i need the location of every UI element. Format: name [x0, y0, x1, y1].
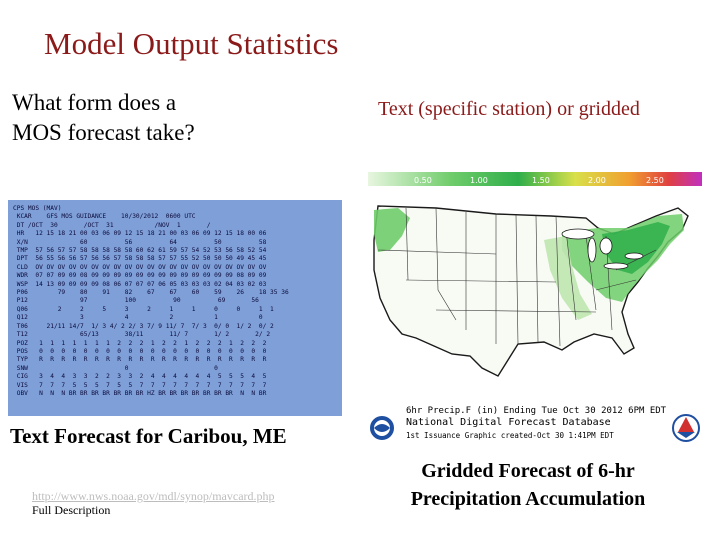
mos-text-line: T06 21/11 14/7 1/ 3 4/ 2 2/ 3 7/ 9 11/ 7 7/ 3 0/ 0 1/ 2 0/ 2 — [13, 322, 274, 330]
full-description-label: Full Description — [32, 503, 111, 517]
noaa-logo — [369, 415, 395, 441]
mos-text-line: CPS MOS (MAV) — [13, 205, 62, 212]
legend-tick: 2.50 — [646, 176, 664, 185]
nws-logo — [673, 415, 699, 441]
mos-text-line: TYP R R R R R R R R R R R R R R R R R R R R R — [13, 356, 267, 364]
mos-text-line: VIS 7 7 7 5 5 5 7 5 5 7 7 7 7 7 7 7 7 7 7 7 7 — [13, 381, 267, 389]
mos-text-line: CLD OV OV OV OV OV OV OV OV OV OV OV OV OV OV OV OV OV OV OV OV OV — [13, 263, 267, 271]
legend-tick: 1.00 — [470, 176, 488, 185]
answer-text: Text (specific station) or gridded — [378, 98, 640, 120]
left-caption: Text Forecast for Caribou, ME — [10, 424, 287, 448]
mos-text-line: Q06 2 2 5 3 2 1 1 0 0 1 1 — [13, 305, 274, 313]
mos-text-line: X/N 60 56 64 50 58 — [13, 238, 267, 246]
map-panel — [366, 170, 704, 444]
mos-text-line: POZ 1 1 1 1 1 1 1 2 2 2 1 2 2 1 2 2 2 1 2 2 2 — [13, 339, 267, 347]
mavcard-link[interactable]: http://www.nws.noaa.gov/mdl/synop/mavcard.php — [32, 489, 275, 503]
mos-text-line: P06 79 80 91 82 67 67 60 59 26 18 35 36 — [13, 289, 289, 297]
mos-text-line: WSP 14 13 09 09 09 09 08 06 07 07 07 06 05 03 03 03 02 04 03 02 03 — [13, 280, 267, 288]
mos-text-line: CIG 3 4 4 3 3 2 2 3 3 2 4 4 4 4 4 4 5 5 5 4 5 — [13, 373, 267, 381]
mos-text-line: DPT 56 55 56 56 57 56 56 57 58 58 58 57 57 55 52 50 50 50 49 45 45 — [13, 255, 267, 263]
precip-map — [366, 170, 704, 444]
question-text — [12, 88, 272, 148]
map-caption-line: National Digital Forecast Database — [406, 417, 611, 428]
legend-tick: 0.50 — [414, 176, 432, 185]
slide-title: Model Output Statistics — [44, 26, 339, 61]
mos-text-line: HR 12 15 18 21 00 03 06 09 12 15 18 21 00 03 06 09 12 15 18 00 06 — [13, 230, 267, 238]
mos-text-line: POS 0 0 0 0 0 0 0 0 0 0 0 0 0 0 0 0 0 0 0 0 0 — [13, 347, 267, 355]
map-caption-line: 1st Issuance Graphic created-Oct 30 1:41PM EDT — [406, 431, 614, 440]
mos-text-line: OBV N N N BR BR BR BR BR BR BR HZ BR BR BR BR BR BR BR N N BR — [13, 389, 267, 397]
legend-tick: 1.50 — [532, 176, 550, 185]
mos-text-line: Q12 3 4 2 1 0 — [13, 314, 263, 322]
mos-text-line: T12 65/13 38/11 11/ 7 1/ 2 2/ 2 — [13, 331, 271, 339]
mos-text-block — [13, 205, 289, 398]
mos-text-line: KCAR GFS MOS GUIDANCE 10/30/2012 0600 UTC — [13, 213, 196, 221]
question-line: What form does a — [12, 90, 177, 115]
mos-text-line: DT /OCT 30 /OCT 31 /NOV 1 / — [13, 221, 211, 229]
right-caption — [378, 457, 678, 513]
mos-text-line: SNW 0 0 — [13, 364, 218, 372]
question-line: MOS forecast take? — [12, 120, 195, 145]
mos-text-line: P12 97 100 90 69 56 — [13, 297, 259, 305]
mos-text-line: TMP 57 56 57 57 58 58 58 58 58 60 62 61 59 57 54 52 53 56 58 52 54 — [13, 247, 267, 255]
map-caption-line: 6hr Precip.F (in) Ending Tue Oct 30 2012 6PM EDT — [406, 406, 667, 416]
right-caption-line: Gridded Forecast of 6-hr — [421, 460, 635, 482]
right-caption-line: Precipitation Accumulation — [410, 488, 646, 510]
mos-text-panel — [8, 200, 342, 416]
mos-text-line: WDR 07 07 09 09 08 09 09 09 09 09 09 09 09 09 09 09 09 09 08 09 09 — [13, 272, 267, 280]
legend-tick: 2.00 — [588, 176, 606, 185]
